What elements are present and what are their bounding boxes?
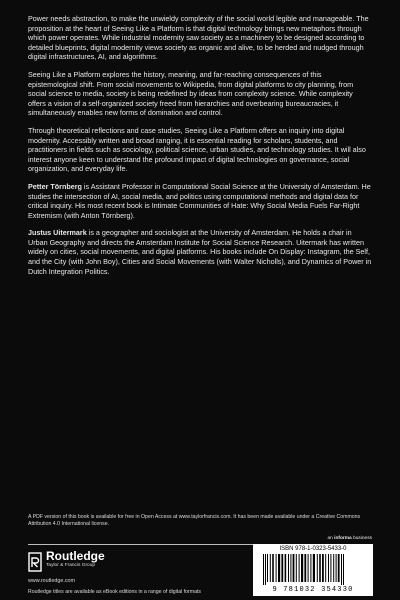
barcode-bar xyxy=(333,554,334,582)
barcode-digits: 9 781032 354330 xyxy=(272,586,354,594)
barcode-bar xyxy=(304,554,306,582)
isbn-label: ISBN 978-1-0323-5433-0 xyxy=(279,546,347,552)
barcode-bar xyxy=(290,554,291,582)
barcode-bar xyxy=(319,554,321,582)
routledge-logo xyxy=(28,549,138,577)
informa-business-tag xyxy=(327,536,372,541)
blurb-paragraph-1: Power needs abstraction, to make the unwieldy complexity of the social world legible and manageable. The proposition at the heart of Seeing Like a Platform is that digital technology brings new metaphors through which power operates. While industrial modernity saw society as a machinery to be designed according to detailed blueprints, digital modernity views society as organic and alive, to be herded and nudged through digital infrastructures, AI, and algorithms. xyxy=(28,14,369,62)
barcode-bar xyxy=(336,554,337,582)
informa-prefix: an xyxy=(327,536,333,541)
author-bio-text-1: is Assistant Professor in Computational Social Science at the University of Amsterdam. He studies the intersection of AI, social media, and politics using computational methods and digital data for critical inquiry. His most recent book is Intimate Communities of Hate: Why Social Media Fuels Far-Right Extremism (with Anton Törnberg). xyxy=(28,181,371,220)
cover-text xyxy=(28,14,372,284)
barcode-bar xyxy=(270,554,271,582)
barcode-bar xyxy=(341,554,342,585)
blurb-paragraph-3: Through theoretical reflections and case studies, Seeing Like a Platform offers an inquiry into digital modernity. Accessibly written and broad ranging, it is essential reading for scholars, students, and practitioners in fields such as sociology, political science, urban studies, and technology studies. It will also interest anyone keen to understand the profound impact of digital technologies on governance, social organization, and everyday life. xyxy=(28,125,366,174)
author-name-2: Justus Uitermark xyxy=(28,228,87,238)
barcode-bar xyxy=(317,554,318,582)
barcode-bar xyxy=(328,554,329,582)
barcode-bar xyxy=(299,554,300,582)
barcode-bar xyxy=(322,554,324,582)
barcode-bar xyxy=(272,554,274,582)
barcode-bar xyxy=(265,554,266,585)
author-bio-2 xyxy=(28,228,372,276)
barcode-bar xyxy=(338,554,340,582)
barcode-bar xyxy=(293,554,295,582)
barcode-bar xyxy=(276,554,277,582)
barcode-bar xyxy=(310,554,311,582)
author-bio-1 xyxy=(28,182,372,220)
barcode-bar xyxy=(313,554,315,582)
author-bio-text-2: is a geographer and sociologist at the University of Amsterdam. He holds a chair in Urban Geography and directs the Amsterdam Institute for Social Science Research. Uitermark has written widely on cities, social movements, and digital platforms. His books include On Display: Instagram, the Self, and the City (with John Boy), Cities and Social Movements (with Walter Nicholls), and Dynamics of Power in Dutch Integration Politics. xyxy=(28,228,372,276)
barcode-bar xyxy=(301,554,303,582)
barcode-bar xyxy=(308,554,309,582)
informa-suffix: business xyxy=(353,536,372,541)
barcode-bar xyxy=(263,554,264,585)
barcode-bar xyxy=(343,554,344,585)
barcode-bar xyxy=(278,554,280,582)
publisher-name: Routledge xyxy=(46,549,105,563)
blurb-paragraph-2: Seeing Like a Platform explores the history, meaning, and far-reaching consequences of this epistemological shift. From social movements to Wikipedia, from digital platforms to city planning, from social science to media, society is being redefined by ideas from complexity science. While complexity offers a vision of a self-organized society freed from hierarchies and overbearing bureaucracies, it simultaneously enables new forms of domination and control. xyxy=(28,69,354,118)
barcode-bar xyxy=(281,554,283,582)
publisher-group: Taylor & Francis Group xyxy=(46,563,96,568)
barcode-bar xyxy=(288,554,289,582)
routledge-mark-icon xyxy=(28,551,42,573)
barcode-bar xyxy=(285,554,287,582)
author-name-1: Petter Törnberg xyxy=(28,181,82,191)
barcode-bar xyxy=(267,554,268,582)
ebook-note: Routledge titles are available as eBook editions in a range of digital formats xyxy=(28,589,202,595)
barcode-bars xyxy=(261,554,365,585)
informa-brand: informa xyxy=(334,536,352,541)
barcode-bar xyxy=(330,554,331,582)
publisher-website[interactable]: www.routledge.com xyxy=(28,578,76,584)
barcode-bar xyxy=(296,554,297,582)
barcode-bar xyxy=(325,554,326,582)
open-access-note: A PDF version of this book is available for free in Open Access at www.taylorfrancis.com. It has been made available under a Creative Commons Attribution 4.0 International license. xyxy=(28,514,361,527)
isbn-barcode xyxy=(253,544,373,596)
